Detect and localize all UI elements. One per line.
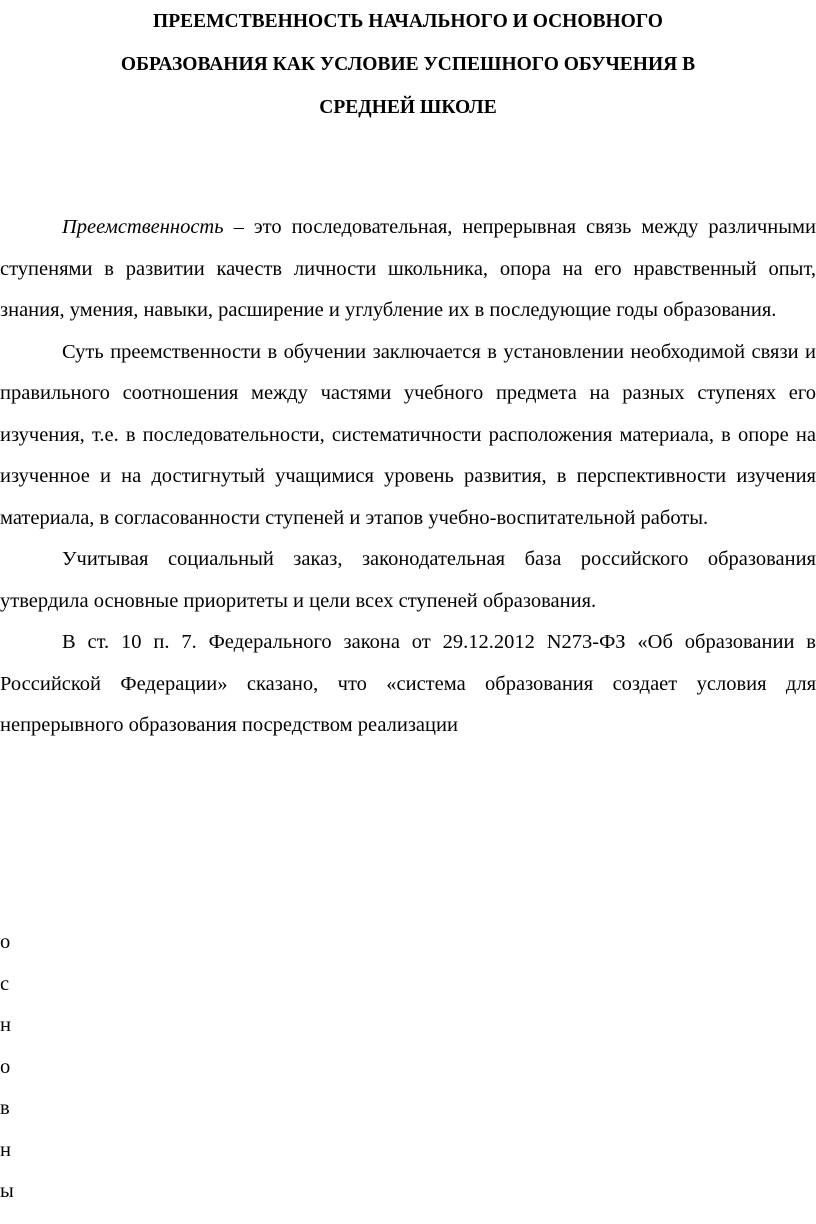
paragraph-essence: Суть преемственности в обучении заключается в установлении необходимой связи и правильного соотношения между частями учебного предмета на разных ступенях его изучения, т.е. в последовательности, систематичности расположения материала, в опоре на изученное и на достигнутый учащимися уровень развития, в перспективности изучения материала, в согласованности ступеней и этапов учебно-воспитательной работы.	[0, 340, 816, 529]
document-title	[30, 0, 786, 129]
title-line-3: СРЕДНЕЙ ШКОЛЕ	[319, 97, 497, 118]
vertical-letter: в	[0, 1097, 10, 1119]
vertical-letter-column	[0, 922, 14, 1213]
vertical-letter: ы	[0, 1180, 14, 1202]
definition-term: Преемственность	[62, 216, 224, 238]
vertical-letter: о	[0, 931, 11, 953]
paragraph-federal-law: В ст. 10 п. 7. Федерального закона от 29.12.2012 N273-ФЗ «Об образовании в Российской Федерации» сказано, что «система образования создает условия для непрерывного образования посредством реализации	[0, 631, 816, 736]
vertical-letter: н	[0, 1138, 11, 1161]
title-line-1: ПРЕЕМСТВЕННОСТЬ НАЧАЛЬНОГО И ОСНОВНОГО	[153, 11, 663, 32]
document-body	[0, 207, 816, 747]
definition-text: – это последовательная, непрерывная связь между различными ступенями в развитии качеств личности школьника, опора на его нравственный опыт, знания, умения, навыки, расширение и углубление их в последующие годы образования.	[0, 216, 816, 321]
vertical-letter: н	[0, 1014, 11, 1036]
title-line-2: ОБРАЗОВАНИЯ КАК УСЛОВИЕ УСПЕШНОГО ОБУЧЕНИЯ В	[120, 54, 696, 75]
vertical-letter: с	[0, 972, 10, 995]
paragraph-social-order: Учитывая социальный заказ, законодательная база российского образования утвердила основные приоритеты и цели всех ступеней образования.	[0, 548, 816, 612]
paragraph-definition	[0, 207, 816, 332]
vertical-letter: о	[0, 1055, 11, 1078]
